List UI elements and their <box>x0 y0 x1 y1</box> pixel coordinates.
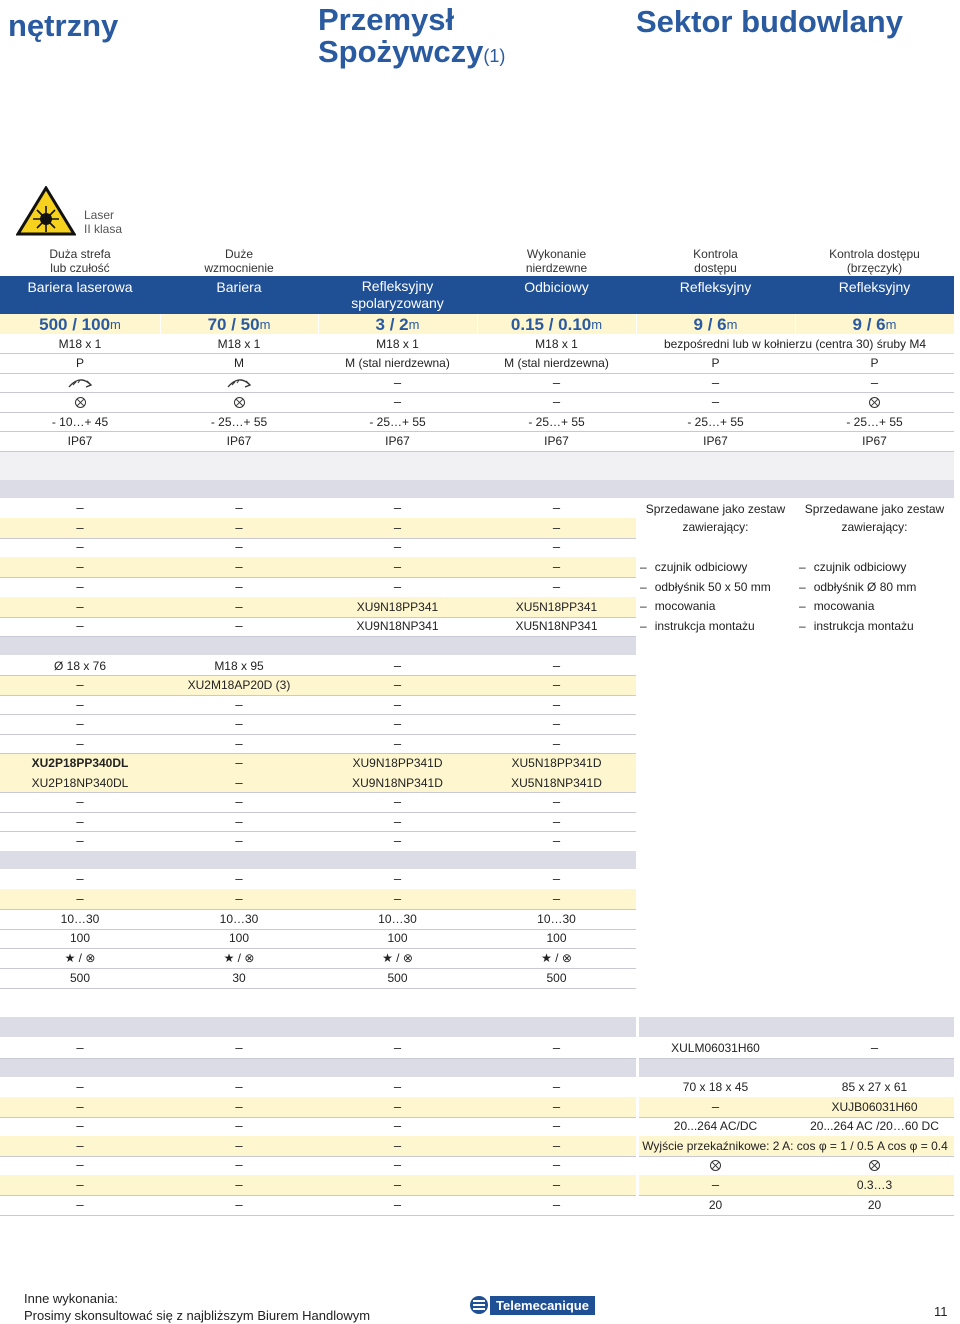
type-header: Refleksyjny spolaryzowany <box>351 278 444 311</box>
section-band <box>0 1059 954 1077</box>
accessory-cell: – <box>76 1137 84 1153</box>
product-cell: – <box>76 890 84 906</box>
product-cell: – <box>235 598 243 614</box>
product-cell: – <box>552 500 561 515</box>
column-divider <box>160 314 161 334</box>
product-cell: – <box>552 519 561 535</box>
spec-cell: - 25…+ 55 <box>846 414 903 429</box>
product-cell: ★ / ⊗ <box>382 951 413 966</box>
range-number: 500 / 100 <box>39 315 111 334</box>
accessory-cell: – <box>552 1040 561 1055</box>
title-center-line1: Przemysł <box>318 2 455 37</box>
range-value <box>0 316 160 334</box>
product-cell: – <box>76 519 84 535</box>
product-cell: – <box>76 794 84 809</box>
type-header: Refleksyjny <box>679 279 752 295</box>
kit-item <box>640 577 795 597</box>
spec-cell <box>795 393 954 412</box>
product-cell: 500 <box>69 971 91 985</box>
spec-cell: IP67 <box>385 434 410 448</box>
product-cell: 100 <box>228 931 250 946</box>
accessory-cell: – <box>552 1137 561 1153</box>
range-number: 3 / 2 <box>375 315 409 334</box>
product-cell: – <box>235 618 243 634</box>
product-cell: – <box>76 871 84 886</box>
row-divider <box>0 451 954 452</box>
product-cell: – <box>76 813 84 829</box>
kit-dash: – <box>640 560 647 574</box>
column-header: Duża strefa lub czułość <box>49 247 111 275</box>
spacer-band <box>0 452 954 480</box>
accessory-cell: – <box>235 1118 243 1134</box>
kit-dash: – <box>640 599 647 614</box>
product-cell: – <box>552 696 561 712</box>
product-cell: – <box>76 833 84 848</box>
accessory-cell: 0.3…3 <box>856 1178 893 1192</box>
laser-label-1: Laser <box>84 208 115 222</box>
range-number: 0.15 / 0.10 <box>510 315 592 334</box>
range-value <box>477 316 636 334</box>
title-center-line2: Spożywczy <box>318 34 484 69</box>
accessory-cell: XUJB06031H60 <box>831 1099 918 1114</box>
accessory-cell: – <box>235 1040 243 1055</box>
product-cell: – <box>552 677 561 692</box>
footer-note <box>24 1290 370 1324</box>
product-cell: 10…30 <box>219 911 259 926</box>
spec-cell: IP67 <box>703 434 728 448</box>
product-cell: XU2P18NP340DL <box>31 775 129 790</box>
accessory-cell: – <box>393 1118 402 1134</box>
product-cell: ★ / ⊗ <box>541 951 572 966</box>
product-cell: XU5N18PP341 <box>515 599 598 614</box>
product-cell: – <box>393 794 402 809</box>
spec-cell: - 25…+ 55 <box>687 414 744 429</box>
accessory-cell: – <box>870 1040 879 1055</box>
spec-cell: M18 x 1 <box>217 336 261 351</box>
accessory-cell: 70 x 18 x 45 <box>682 1080 749 1094</box>
product-cell: – <box>552 735 561 751</box>
accessory-cell <box>636 1155 795 1175</box>
spec-cell: – <box>711 394 720 409</box>
accessory-cell: – <box>76 1118 84 1134</box>
product-cell: – <box>552 833 561 848</box>
spec-cell: – <box>552 374 561 390</box>
product-cell: – <box>235 794 243 809</box>
product-cell: – <box>235 559 243 575</box>
spec-cell <box>0 393 160 412</box>
product-cell: 100 <box>69 931 91 946</box>
range-number: 9 / 6 <box>693 315 727 334</box>
accessory-cell: – <box>711 1098 720 1114</box>
product-cell: ★ / ⊗ <box>64 951 96 966</box>
page-number: 11 <box>934 1304 948 1319</box>
product-cell: – <box>235 539 243 555</box>
spec-cell: IP67 <box>226 434 252 448</box>
kit-title-2: zawierający: <box>841 520 908 534</box>
product-cell: – <box>235 774 243 790</box>
product-cell: – <box>76 598 84 614</box>
accessory-cell: – <box>393 1196 402 1212</box>
product-cell: – <box>393 696 402 712</box>
kit-item-text: czujnik odbiciowy <box>813 560 907 574</box>
title-center <box>318 4 505 72</box>
product-cell: – <box>235 578 243 594</box>
section-band <box>0 637 636 655</box>
kit-item-text: czujnik odbiciowy <box>654 560 748 574</box>
column-header <box>318 246 477 276</box>
title-center-note: (1) <box>483 46 506 66</box>
spec-cell: M18 x 1 <box>58 336 102 351</box>
type-header: Odbiciowy <box>524 279 589 295</box>
product-cell: 10…30 <box>537 911 576 926</box>
cross-icon <box>710 1160 721 1171</box>
product-cell: – <box>235 519 243 535</box>
kit-item <box>799 596 954 616</box>
product-cell: XU2P18PP340DL <box>31 756 129 770</box>
laser-warning-icon <box>16 186 76 236</box>
cross-icon <box>869 397 880 408</box>
range-value <box>318 316 477 334</box>
product-cell: – <box>235 833 243 848</box>
accessory-cell: – <box>552 1118 561 1134</box>
product-cell: – <box>552 559 561 575</box>
spec-cell <box>160 373 318 392</box>
accessory-cell: – <box>711 1177 720 1192</box>
product-cell: – <box>76 677 84 692</box>
product-cell: XU2M18AP20D (3) <box>187 678 291 692</box>
section-band <box>0 851 636 869</box>
spec-cell: – <box>711 374 720 390</box>
product-cell: – <box>76 618 84 634</box>
product-cell: – <box>552 578 561 594</box>
column-header: Kontrola dostępu (brzęczyk) <box>829 247 920 275</box>
spec-cell: M (stal nierdzewna) <box>504 356 609 370</box>
accessory-cell: 20 <box>708 1197 723 1212</box>
kit-item <box>640 557 795 577</box>
kit-item <box>799 577 954 597</box>
product-cell: 500 <box>546 971 567 985</box>
column-divider <box>318 314 319 334</box>
accessory-cell: – <box>552 1157 561 1173</box>
spec-cell: P <box>870 356 879 370</box>
product-cell: – <box>393 500 402 515</box>
kit-dash: – <box>640 619 647 634</box>
product-cell: 30 <box>232 971 246 985</box>
product-cell: – <box>552 890 561 906</box>
product-cell: – <box>552 657 561 673</box>
product-cell: – <box>76 559 84 575</box>
product-cell: – <box>235 696 243 712</box>
accessory-cell: – <box>552 1098 561 1114</box>
spec-cell: P <box>75 356 84 370</box>
range-unit: m <box>110 317 121 332</box>
product-cell: – <box>393 716 402 731</box>
kit-dash: – <box>799 619 806 634</box>
product-cell: – <box>552 539 561 555</box>
spec-cell: - 10…+ 45 <box>51 414 109 429</box>
kit-dash: – <box>799 579 806 594</box>
accessory-cell: 20...264 AC /20…60 DC <box>810 1119 939 1134</box>
spec-cell: P <box>711 356 720 370</box>
kit-item <box>640 596 795 616</box>
spec-cell: - 25…+ 55 <box>528 414 585 429</box>
product-cell: – <box>393 559 402 575</box>
column-divider <box>477 314 478 334</box>
spec-cell: M18 x 1 <box>535 336 578 351</box>
accessory-cell: – <box>76 1157 84 1173</box>
accessory-cell: – <box>393 1177 402 1192</box>
accessory-cell: – <box>76 1040 84 1055</box>
product-cell: – <box>393 677 402 692</box>
product-cell: – <box>235 500 243 515</box>
range-unit: m <box>259 317 271 332</box>
accessory-cell: – <box>76 1098 84 1114</box>
product-cell: XU9N18NP341D <box>352 775 443 790</box>
kit-item-text: instrukcja montażu <box>654 619 755 634</box>
brand-logo <box>470 1295 595 1315</box>
accessory-cell: – <box>393 1098 402 1114</box>
spec-cell: – <box>393 394 402 409</box>
kit-item-text: odbłyśnik 50 x 50 mm <box>654 579 771 594</box>
product-cell: – <box>235 813 243 829</box>
accessory-cell: – <box>235 1177 243 1192</box>
accessory-cell: – <box>235 1157 243 1173</box>
range-value <box>636 316 795 334</box>
accessory-cell: 85 x 27 x 61 <box>841 1080 908 1094</box>
product-cell: – <box>393 657 402 673</box>
product-cell: – <box>235 890 243 906</box>
sensitivity-adjust-icon <box>225 376 253 390</box>
product-cell: 10…30 <box>378 911 417 926</box>
brand-globe-icon <box>470 1296 488 1314</box>
product-cell: – <box>393 813 402 829</box>
product-cell: – <box>393 519 402 535</box>
accessory-cell: – <box>235 1196 243 1212</box>
type-header: Refleksyjny <box>838 279 911 295</box>
accessory-cell: – <box>393 1040 402 1055</box>
cross-icon <box>75 397 86 408</box>
kit-title: Sprzedawane jako zestaw <box>804 502 945 516</box>
spec-cell: IP67 <box>862 434 887 448</box>
accessory-cell: 20...264 AC/DC <box>673 1119 758 1134</box>
kit-item-text: mocowania <box>654 599 716 614</box>
product-cell: – <box>393 539 402 555</box>
laser-label <box>84 208 122 236</box>
spec-cell: M18 x 1 <box>376 336 419 351</box>
row-divider <box>0 1215 954 1216</box>
product-cell: – <box>235 871 243 886</box>
product-cell: – <box>552 794 561 809</box>
accessory-cell: – <box>235 1137 243 1153</box>
range-value <box>795 316 954 334</box>
column-header: Kontrola dostępu <box>693 247 738 275</box>
range-unit: m <box>885 317 897 332</box>
kit-item <box>640 616 795 636</box>
spec-cell: IP67 <box>67 434 93 448</box>
product-cell: – <box>235 735 243 751</box>
column-divider <box>636 314 637 334</box>
sensitivity-adjust-icon <box>66 376 94 390</box>
product-cell: – <box>393 833 402 848</box>
accessory-cell: – <box>393 1079 402 1094</box>
title-right: Sektor budowlany <box>636 4 903 39</box>
column-divider <box>636 498 639 636</box>
title-left: nętrzny <box>8 8 119 43</box>
kit-title: Sprzedawane jako zestaw <box>645 502 786 516</box>
spec-cell: – <box>870 374 879 390</box>
accessory-cell: – <box>76 1079 84 1094</box>
spec-cell: M <box>234 356 244 370</box>
range-unit: m <box>591 317 603 332</box>
accessory-cell: Wyjście przekaźnikowe: 2 A: cos φ = 1 / 0.5 A cos φ = 0.4 <box>642 1138 948 1153</box>
product-cell: 100 <box>387 931 408 946</box>
kit-item-text: mocowania <box>813 599 875 614</box>
product-cell: XU5N18NP341 <box>515 619 598 634</box>
spec-cell: IP67 <box>544 434 569 448</box>
accessory-cell: – <box>235 1098 243 1114</box>
accessory-cell: – <box>393 1157 402 1173</box>
column-header: Wykonanie nierdzewne <box>525 247 588 275</box>
spec-cell <box>0 373 160 392</box>
accessory-cell: – <box>235 1079 243 1094</box>
product-cell: – <box>76 696 84 712</box>
product-cell: – <box>552 716 561 731</box>
row-divider <box>0 988 636 989</box>
kit-item-text: odbłyśnik Ø 80 mm <box>813 579 917 594</box>
accessory-cell: – <box>393 1137 402 1153</box>
accessory-cell: 20 <box>867 1197 882 1212</box>
cross-icon <box>869 1160 880 1171</box>
column-divider <box>795 314 796 334</box>
accessory-cell: – <box>552 1079 561 1094</box>
column-header: Duże wzmocnienie <box>204 247 274 275</box>
product-cell: – <box>76 539 84 555</box>
accessory-cell: – <box>76 1177 84 1192</box>
range-unit: m <box>408 317 420 332</box>
product-cell: – <box>393 735 402 751</box>
type-header: Bariera laserowa <box>27 279 133 295</box>
accessory-cell: XULM06031H60 <box>671 1041 760 1055</box>
kit-item-text: instrukcja montażu <box>813 619 914 634</box>
cross-icon <box>234 397 245 408</box>
product-cell: ★ / ⊗ <box>223 951 255 966</box>
product-cell: – <box>552 871 561 886</box>
product-cell: – <box>76 500 84 515</box>
product-cell: 10…30 <box>60 911 100 926</box>
accessory-cell <box>795 1155 954 1175</box>
kit-item <box>799 616 954 636</box>
range-number: 70 / 50 <box>207 315 260 334</box>
laser-label-2: II klasa <box>84 222 123 236</box>
kit-dash: – <box>799 560 806 574</box>
accessory-cell: – <box>76 1196 84 1212</box>
range-number: 9 / 6 <box>852 315 886 334</box>
spec-cell: – <box>552 394 561 409</box>
range-unit: m <box>726 317 738 332</box>
product-cell: – <box>393 578 402 594</box>
kit-title-2: zawierający: <box>682 520 749 534</box>
product-cell: – <box>76 578 84 594</box>
product-cell: XU9N18PP341 <box>356 599 439 614</box>
product-cell: – <box>552 813 561 829</box>
footer-note-2: Prosimy skonsultować się z najbliższym Biurem Handlowym <box>24 1308 371 1323</box>
accessory-cell: – <box>552 1177 561 1192</box>
product-cell: 500 <box>387 971 408 985</box>
product-cell: 100 <box>546 931 567 946</box>
column-divider <box>636 1017 639 1215</box>
product-cell: – <box>235 716 243 731</box>
kit-item <box>799 557 954 577</box>
type-header: Bariera <box>216 279 262 295</box>
product-cell: M18 x 95 <box>214 658 264 673</box>
product-cell: – <box>235 755 243 770</box>
product-cell: – <box>393 871 402 886</box>
section-band <box>0 480 954 498</box>
product-cell: Ø 18 x 76 <box>53 658 107 673</box>
spec-cell: - 25…+ 55 <box>369 414 426 429</box>
product-cell: XU5N18PP341D <box>511 756 602 770</box>
kit-dash: – <box>640 579 647 594</box>
kit-dash: – <box>799 599 806 614</box>
spec-cell: M (stal nierdzewna) <box>345 356 450 370</box>
product-cell: XU9N18PP341D <box>352 756 443 770</box>
product-cell: – <box>76 735 84 751</box>
product-cell: XU9N18NP341 <box>356 619 439 634</box>
spec-cell: – <box>393 374 402 390</box>
product-cell: – <box>76 716 84 731</box>
spec-cell: bezpośredni lub w kołnierzu (centra 30) śruby M4 <box>663 336 927 351</box>
product-cell: XU5N18NP341D <box>511 775 602 790</box>
accessory-cell: – <box>552 1196 561 1212</box>
section-band <box>0 1017 954 1037</box>
spec-cell: - 25…+ 55 <box>210 414 268 429</box>
brand-name: Telemecanique <box>490 1296 595 1315</box>
range-value <box>160 316 318 334</box>
product-cell: – <box>393 890 402 906</box>
footer-note-1: Inne wykonania: <box>24 1291 118 1306</box>
spec-cell <box>160 393 318 412</box>
